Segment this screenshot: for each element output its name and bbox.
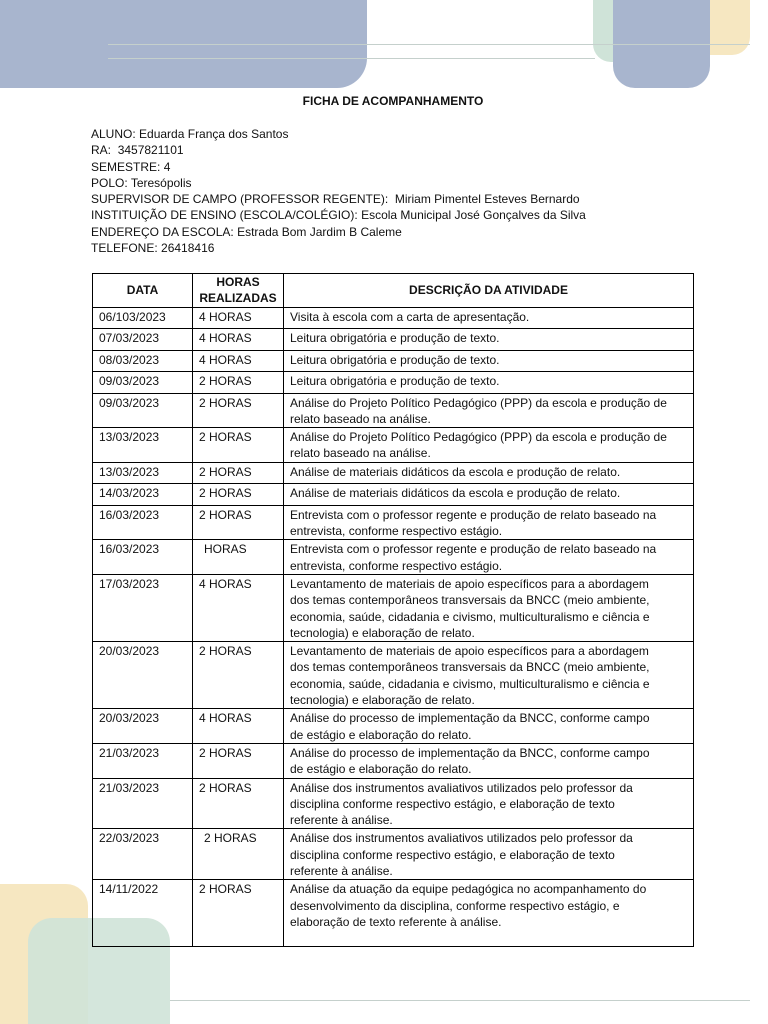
description-line: economia, saúde, cidadania e civismo, multiculturalismo e ciência e: [290, 609, 650, 624]
hours-cell: 2 HORAS: [193, 484, 284, 506]
table-row: [93, 329, 694, 351]
hours-cell: HORAS: [193, 540, 284, 575]
field-value: Estrada Bom Jardim B Caleme: [237, 224, 402, 239]
date-cell: 16/03/2023: [93, 540, 193, 575]
hours-cell: 2 HORAS: [193, 880, 284, 947]
school-address-line: [91, 224, 586, 240]
date-cell: 21/03/2023: [93, 778, 193, 829]
field-label: ENDEREÇO DA ESCOLA:: [91, 224, 234, 239]
description-cell: [284, 350, 694, 372]
description-line: Análise da atuação da equipe pedagógica no acompanhamento do: [290, 882, 647, 897]
hours-cell: 2 HORAS: [193, 743, 284, 778]
description-line: Leitura obrigatória e produção de texto.: [290, 352, 500, 367]
hours-cell: 4 HORAS: [193, 574, 284, 641]
table-header-row: [93, 274, 694, 308]
description-line: economia, saúde, cidadania e civismo, multiculturalismo e ciência e: [290, 676, 650, 691]
supervisor-line: [91, 191, 586, 207]
date-cell: 17/03/2023: [93, 574, 193, 641]
description-line: Análise do processo de implementação da BNCC, conforme campo: [290, 711, 650, 726]
description-line: Entrevista com o professor regente e produção de relato baseado na: [290, 507, 657, 522]
description-line: Leitura obrigatória e produção de texto.: [290, 374, 500, 389]
student-name-line: [91, 126, 586, 142]
table-row: [93, 709, 694, 744]
description-line: Visita à escola com a carta de apresentação.: [290, 309, 530, 324]
description-line: Análise dos instrumentos avaliativos utilizados pelo professor da: [290, 831, 633, 846]
description-line: de estágio e elaboração do relato.: [290, 762, 472, 777]
description-line: Análise do Projeto Político Pedagógico (PPP) da escola e produção de: [290, 430, 667, 445]
table-row: [93, 505, 694, 540]
date-cell: 06/103/2023: [93, 307, 193, 329]
hours-cell: 2 HORAS: [193, 462, 284, 484]
description-line: Entrevista com o professor regente e produção de relato baseado na: [290, 542, 657, 557]
field-value: 3457821101: [117, 143, 184, 158]
table-row: [93, 642, 694, 709]
hours-cell: 2 HORAS: [193, 393, 284, 428]
date-cell: 14/11/2022: [93, 880, 193, 947]
date-cell: 13/03/2023: [93, 462, 193, 484]
hours-cell: 2 HORAS: [193, 428, 284, 463]
description-line: Análise de materiais didáticos da escola e produção de relato.: [290, 486, 621, 501]
hours-cell: 4 HORAS: [193, 350, 284, 372]
description-cell: [284, 709, 694, 744]
description-cell: [284, 540, 694, 575]
description-line: desenvolvimento da disciplina, conforme respectivo estágio, e: [290, 898, 620, 913]
info-block: [91, 126, 586, 256]
date-cell: 08/03/2023: [93, 350, 193, 372]
description-cell: [284, 462, 694, 484]
table-row: [93, 307, 694, 329]
date-cell: 13/03/2023: [93, 428, 193, 463]
description-cell: [284, 743, 694, 778]
description-line: tecnologia) e elaboração de relato.: [290, 693, 475, 708]
hours-cell: 4 HORAS: [193, 307, 284, 329]
description-cell: [284, 880, 694, 947]
date-cell: 09/03/2023: [93, 372, 193, 394]
description-line: Análise dos instrumentos avaliativos utilizados pelo professor da: [290, 780, 633, 795]
description-line: disciplina conforme respectivo estágio, e elaboração de texto: [290, 796, 615, 811]
date-cell: 09/03/2023: [93, 393, 193, 428]
decor-top-rule-short: [108, 58, 595, 59]
description-cell: [284, 484, 694, 506]
table-row: [93, 829, 694, 880]
description-line: Leitura obrigatória e produção de texto.: [290, 331, 500, 346]
field-label: ALUNO:: [91, 127, 136, 141]
field-value: Miriam Pimentel Esteves Bernardo: [394, 192, 580, 207]
description-cell: [284, 372, 694, 394]
document-title: FICHA DE ACOMPANHAMENTO: [302, 94, 484, 108]
description-cell: [284, 329, 694, 351]
field-label: POLO:: [91, 175, 128, 190]
description-line: Análise de materiais didáticos da escola e produção de relato.: [290, 464, 621, 479]
date-cell: 20/03/2023: [93, 642, 193, 709]
date-cell: 20/03/2023: [93, 709, 193, 744]
header-hours: HORAS REALIZADAS: [193, 274, 284, 308]
institution-line: [91, 207, 586, 223]
description-cell: [284, 574, 694, 641]
description-line: referente à análise.: [290, 813, 393, 828]
hours-cell: 2 HORAS: [193, 372, 284, 394]
hours-cell: 2 HORAS: [193, 642, 284, 709]
field-label: INSTITUIÇÃO DE ENSINO (ESCOLA/COLÉGIO):: [91, 208, 358, 223]
semester-line: [91, 159, 586, 175]
activity-table: [92, 273, 694, 947]
table-row: [93, 574, 694, 641]
polo-line: [91, 175, 586, 191]
description-line: disciplina conforme respectivo estágio, e elaboração de texto: [290, 847, 615, 862]
table-row: [93, 372, 694, 394]
date-cell: 22/03/2023: [93, 829, 193, 880]
description-cell: [284, 393, 694, 428]
description-cell: [284, 642, 694, 709]
table-row: [93, 350, 694, 372]
description-cell: [284, 829, 694, 880]
description-line: elaboração de texto referente à análise.: [290, 914, 502, 929]
field-value: Escola Municipal José Gonçalves da Silva: [361, 208, 586, 223]
table-row: [93, 743, 694, 778]
decor-bottom-rule: [170, 1000, 750, 1001]
description-line: tecnologia) e elaboração de relato.: [290, 625, 475, 640]
table-row: [93, 428, 694, 463]
table-row: [93, 880, 694, 947]
description-line: relato baseado na análise.: [290, 446, 431, 461]
description-line: dos temas contemporâneos transversais da BNCC (meio ambiente,: [290, 593, 650, 608]
hours-cell: 2 HORAS: [193, 778, 284, 829]
description-cell: [284, 307, 694, 329]
description-line: entrevista, conforme respectivo estágio.: [290, 524, 503, 539]
field-value: 4: [163, 159, 171, 174]
field-label: TELEFONE:: [91, 241, 158, 256]
description-line: de estágio e elaboração do relato.: [290, 727, 472, 742]
description-line: Análise do Projeto Político Pedagógico (PPP) da escola e produção de: [290, 395, 667, 410]
description-line: entrevista, conforme respectivo estágio.: [290, 558, 503, 573]
header-description: DESCRIÇÃO DA ATIVIDADE: [284, 274, 694, 308]
description-cell: [284, 778, 694, 829]
date-cell: 07/03/2023: [93, 329, 193, 351]
table-row: [93, 484, 694, 506]
hours-cell: 4 HORAS: [193, 709, 284, 744]
date-cell: 14/03/2023: [93, 484, 193, 506]
field-value: Eduarda França dos Santos: [139, 127, 289, 141]
hours-cell: 2 HORAS: [193, 505, 284, 540]
description-cell: [284, 505, 694, 540]
hours-cell: 4 HORAS: [193, 329, 284, 351]
description-line: Análise do processo de implementação da BNCC, conforme campo: [290, 745, 650, 760]
description-cell: [284, 428, 694, 463]
date-cell: 16/03/2023: [93, 505, 193, 540]
field-label: SEMESTRE:: [91, 159, 161, 174]
header-date: DATA: [93, 274, 193, 308]
date-cell: 21/03/2023: [93, 743, 193, 778]
ra-line: [91, 142, 586, 158]
hours-cell: 2 HORAS: [193, 829, 284, 880]
table-body: [93, 307, 694, 947]
description-line: Levantamento de materiais de apoio específicos para a abordagem: [290, 644, 649, 659]
field-label: RA:: [91, 143, 112, 158]
field-label: SUPERVISOR DE CAMPO (PROFESSOR REGENTE):: [91, 192, 389, 207]
description-line: Levantamento de materiais de apoio específicos para a abordagem: [290, 576, 649, 591]
table-row: [93, 540, 694, 575]
table-row: [93, 393, 694, 428]
table-row: [93, 778, 694, 829]
description-line: referente à análise.: [290, 864, 393, 879]
decor-top-rule: [108, 44, 750, 45]
description-line: dos temas contemporâneos transversais da BNCC (meio ambiente,: [290, 660, 650, 675]
phone-line: [91, 240, 586, 256]
field-value: 26418416: [161, 241, 215, 256]
description-line: relato baseado na análise.: [290, 411, 431, 426]
field-value: Teresópolis: [130, 175, 192, 190]
table-row: [93, 462, 694, 484]
